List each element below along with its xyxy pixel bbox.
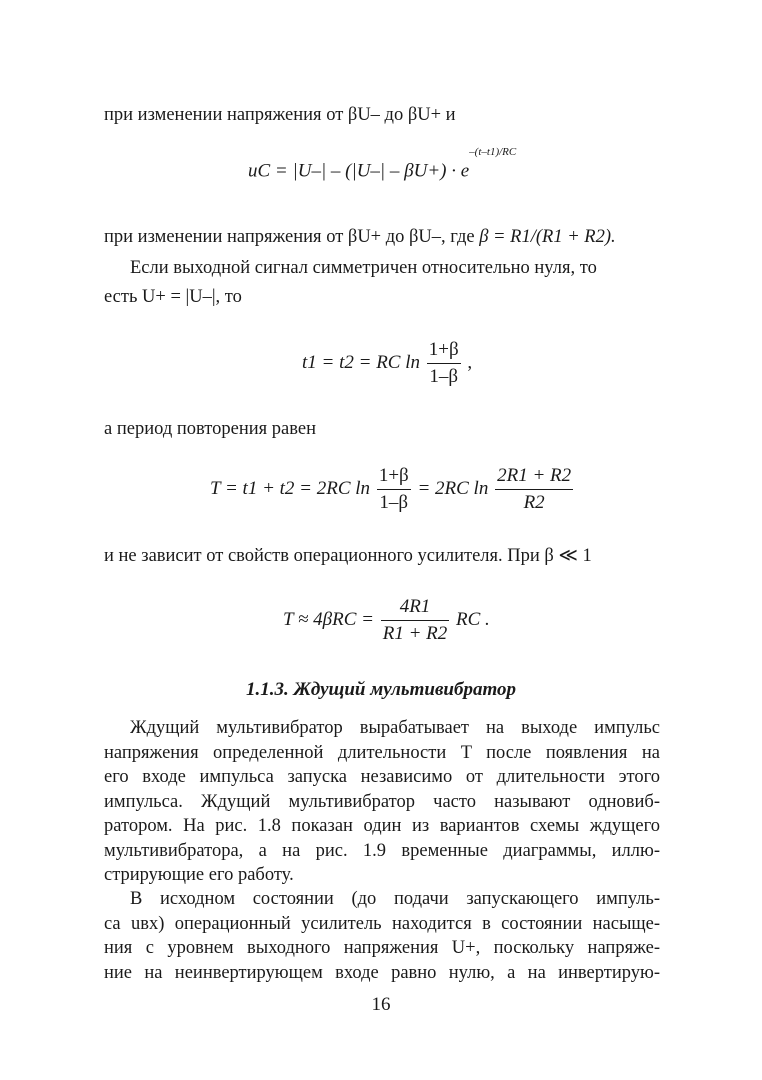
formula-approx-right: RC .: [456, 608, 490, 630]
page-number: 16: [371, 994, 391, 1015]
fraction-period-1: [377, 464, 411, 515]
formula-uc: [248, 146, 517, 182]
formula-t12: [302, 338, 472, 389]
formula-t12-left: t1 = t2 = RC ln: [302, 351, 421, 373]
paragraph-1-line: стрирующие его работу.: [104, 865, 294, 885]
paragraph-1-line: импульса. Ждущий мультивибратор часто называют одновиб-: [104, 791, 660, 812]
text-line-2-text: при изменении напряжения от βU+ до βU–, где: [104, 227, 475, 247]
fraction-period-1-denominator: 1–β: [379, 492, 409, 513]
paragraph-1: [104, 716, 660, 888]
formula-approx-left: T ≈ 4βRC =: [283, 608, 374, 630]
paragraph-1-line: ратором. На рис. 1.8 показан один из вариантов схемы ждущего: [104, 816, 660, 836]
fraction-approx: [381, 595, 450, 646]
fraction-period-2: [495, 464, 573, 515]
fraction-t12-denominator: 1–β: [429, 366, 459, 387]
text-line-5: а период повторения равен: [104, 419, 316, 439]
formula-approx: [283, 595, 490, 646]
paragraph-1-line: его входе импульса запуска независимо от длительности этого: [104, 767, 660, 787]
text-line-1: при изменении напряжения от βU– до βU+ и: [104, 105, 456, 125]
formula-uc-body: uC = |U–| – (|U–| – βU+) · e: [248, 160, 470, 182]
formula-period: [210, 464, 575, 515]
text-line-6: и не зависит от свойств операционного усилителя. При β ≪ 1: [104, 546, 592, 566]
fraction-approx-denominator: R1 + R2: [382, 623, 448, 644]
paragraph-2-line: ние на неинвертирующем входе равно нулю, а на инвертирую-: [104, 962, 660, 983]
paragraph-1-line: напряжения определенной длительности T после появления на: [104, 742, 660, 763]
fraction-approx-numerator: 4R1: [381, 595, 450, 621]
paragraph-2-line: ния с уровнем выходного напряжения U+, поскольку напряже-: [104, 938, 660, 958]
formula-beta: β = R1/(R1 + R2).: [479, 227, 616, 247]
formula-uc-exponent: –(t–t1)/RC: [469, 146, 517, 158]
text-line-4: есть U+ = |U–|, то: [104, 287, 242, 307]
fraction-period-1-numerator: 1+β: [377, 464, 411, 490]
fraction-t12: [427, 338, 461, 389]
formula-t12-right: ,: [467, 351, 473, 373]
paragraph-2-line: В исходном состоянии (до подачи запускающего импуль-: [130, 889, 660, 909]
fraction-period-2-denominator: R2: [523, 492, 545, 513]
paragraph-1-line: Ждущий мультивибратор вырабатывает на выходе импульс: [130, 718, 660, 738]
paragraph-2: [104, 887, 660, 985]
text-line-2: [104, 225, 616, 249]
formula-period-mid: = 2RC ln: [417, 477, 489, 499]
fraction-period-2-numerator: 2R1 + R2: [495, 464, 573, 490]
fraction-t12-numerator: 1+β: [427, 338, 461, 364]
section-heading: 1.1.3. Ждущий мультивибратор: [245, 679, 517, 700]
text-line-3: Если выходной сигнал симметричен относительно нуля, то: [130, 258, 597, 278]
paragraph-2-line: са uвх) операционный усилитель находится в состоянии насыще-: [104, 913, 660, 934]
formula-period-left: T = t1 + t2 = 2RC ln: [210, 477, 371, 499]
paragraph-1-line: мультивибратора, а на рис. 1.9 временные диаграммы, иллю-: [104, 840, 660, 861]
